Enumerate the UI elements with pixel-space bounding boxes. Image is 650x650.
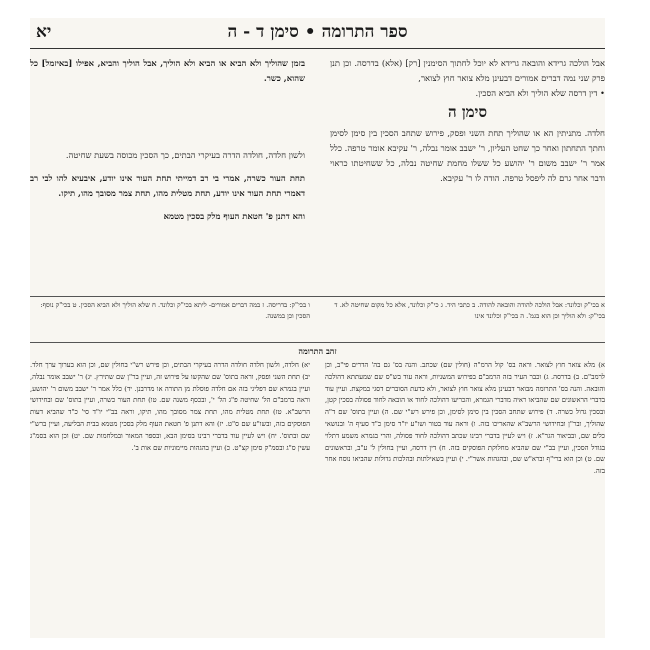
main-paragraph: בזמן שהוליך ולא הביא או הביא ולא הוליך, אבל הוליך והביא, אפילו [באיזמל] כל שהוא, כשר. [30, 58, 305, 83]
commentary-column-right: א) מלא צואר חוץ לצואר. וראה בס' קול הרמ"ה (חולין שם) שכתב. והנה בס' גם בה' הדרים פי"ב, וכן לרמב"ם. ב) בדרסה. ג) וכבר העיר בזה הרמב"ם בפירוש המשניות, וראה עוד בש"ס שם שמעתתא דהולכה והובאה. והנה בס' התרומה מבואר דבעינן מלא צואר חוץ לצואר, ולא כדעת הסוברים דסגי במקצת. ועיין עוד בדברי הראשונים שם שהביאו ראיה מדברי הגמרא, והכריעו דהולכה לחוד או הובאה לחוד פסולה בסכין קטן, ובסכין גדול כשרה. ד) פירוש שתחב הסכין בין סימן לסימן, וכן פירש רש"י שם. ה) ועיין בתוס' שם ד"ה שהוליך, ובר"ן ובחידושי הרשב"א שהאריכו בזה. ו) וראה עוד בטור ושו"ע יו"ד סימן כ"ד סעיף ה' ובנושאי כלים שם, ובביאור הגר"א. ז) ויש לעיין בדברי רבינו שכתב דהולכה לחוד פסולה, והרי בגמרא משמע דתלוי בגודל הסכין, ועיין בב"י שם שהביא מחלוקת הפוסקים בזה. ח) דין דרסה, ועיין בחולין ל' ע"ב, ובראשונים שם. ט) וכן הוא ברי"ף וברא"ש שם, ובהגהות אשר"י. י) ועיין בשאילתות ובהלכות גדולות שהביאו נוסח אחר בזה. [325, 361, 605, 476]
page [30, 18, 605, 638]
commentary-column-left: יא) חלדה, ולשון חלדה חולדה הדרה בעיקרי הבתים, וכן פירש רש"י בחולין שם, וכן הוא בערוך ערך חלד. יב) תחת השני ופסק, וראה בתוס' שם שהקשו על פירוש זה, ועיין בר"ן שם שתירץ. יג) ר' ישבב אומר נבלה, ועיין בגמרא שם דפליגי בזה אם חלדה פוסלת מן התורה או מדרבנן. יד) כלל אמר ר' ישבב משום ר' יהושע, וראה ברמב"ם הל' שחיטה פ"ג הל' י', ובכסף משנה שם. טו) תחת העור כשרה, ועיין בתוס' שם ובחידושי הרשב"א. טז) תחת מטלית מהו, תחת צמר מסובך מהו, תיקו, וראה בב"י יו"ד סי' כ"ד שהביא דעות הפוסקים בזה, ובשו"ע שם ס"ט. יז) והא דתנן פ' חטאת העוף מלק בסכין מטמא בבית הבליעה, ועיין ברש"י שם ובתוס'. יח) ויש לעיין עוד בדברי רבינו בסימן הבא, ובספר המאור ובמלחמות שם. יט) וכן הוא בסמ"ג עשין ס"ג ובסמ"ק סימן קצ"ט. כ) ועיין בהגהות מיימוניות שם אות ב'. [30, 361, 310, 452]
main-column-left [30, 56, 305, 224]
main-column-right [330, 56, 605, 186]
page-number: יא [36, 22, 52, 42]
running-head [30, 18, 605, 46]
commentary-title: זהב התרומה [298, 346, 337, 356]
footnote-rule [30, 296, 605, 297]
main-paragraph: תחת העור כשרה, אמרי בי רב דמייתי תחת העור אינו יודע, איבעיא להו לבי רב דאמרי תחת העור אינו יודע, תחת מטלית מהו, תחת צמר מסובך מהו, תיקו. [30, 173, 305, 198]
footnotes [30, 300, 605, 340]
bullet-separator: • [304, 22, 316, 42]
main-paragraph: ולשון חלדה, חולדה הדרה בעיקרי הבתים, כך הסכין מכוסה בשעת שחיטה. [65, 150, 305, 160]
book-title: ספר התרומה [321, 22, 408, 42]
header-rule [30, 48, 605, 49]
section-title: סימן ה [447, 103, 488, 121]
commentary-rule [30, 342, 605, 343]
main-paragraph: אבל הולכה גרידא והובאה גרידא לא יוכל לחתוך הסימנין [רק] (אלא) בדרסה. וכן תנן פרק שני נמה דברים אמורים דבעינן מלא צואר חוץ לצואר, [330, 58, 605, 83]
commentary [30, 360, 605, 632]
footnotes-left: ו בכי"ק: בדריסה. ז במה דברים אמורים- ליתא בכי"ק וכלונד. ח שלא הוליך ולא הביא הסכין. ט בכי"ק נוסף: הסכין וכן במשנה. [40, 301, 310, 320]
siman-title: סימן ד - ה [227, 22, 299, 42]
main-text [30, 56, 605, 271]
main-paragraph-dot: • דין דרסה שלא הוליך ולא הביא הסכין. [475, 88, 605, 98]
main-paragraph: חלדה. מתניתין הא או שהוליך תחת השני ופסק, פירוש שתחב הסכין בין סימן לסימן וחתך התחתון ואחר כך שחט העליון, ר' ישבב אומר נבלה, ר' עקיבא אומר טרפה. כלל אמר ר' ישבב משום ר' יהושע כל ששלו מחמת שחיטה נבלה, כל ששחיטתו כראוי ודבר אחר גרם לה ליפסל טרפה. הודה לו ר' עקיבא. [330, 128, 605, 183]
main-paragraph: דין דרסה שלא הוליך ולא הביא הסכין. [475, 88, 598, 98]
footnotes-right: א בכי"ק וכלונד: אבל הולכה להודה והובאה להודה. ב כתבי היד. ג כי"ק וכלונד, אלא כל מקום שחיטה לא. ד בכי"ק: ולא הוליך וכן הוא בגמ'. ה בכי"ק וכלונד אינו [334, 301, 605, 320]
main-paragraph: והא דתנן פ' חטאת העוף מלק בסכין מטמא [163, 211, 305, 221]
